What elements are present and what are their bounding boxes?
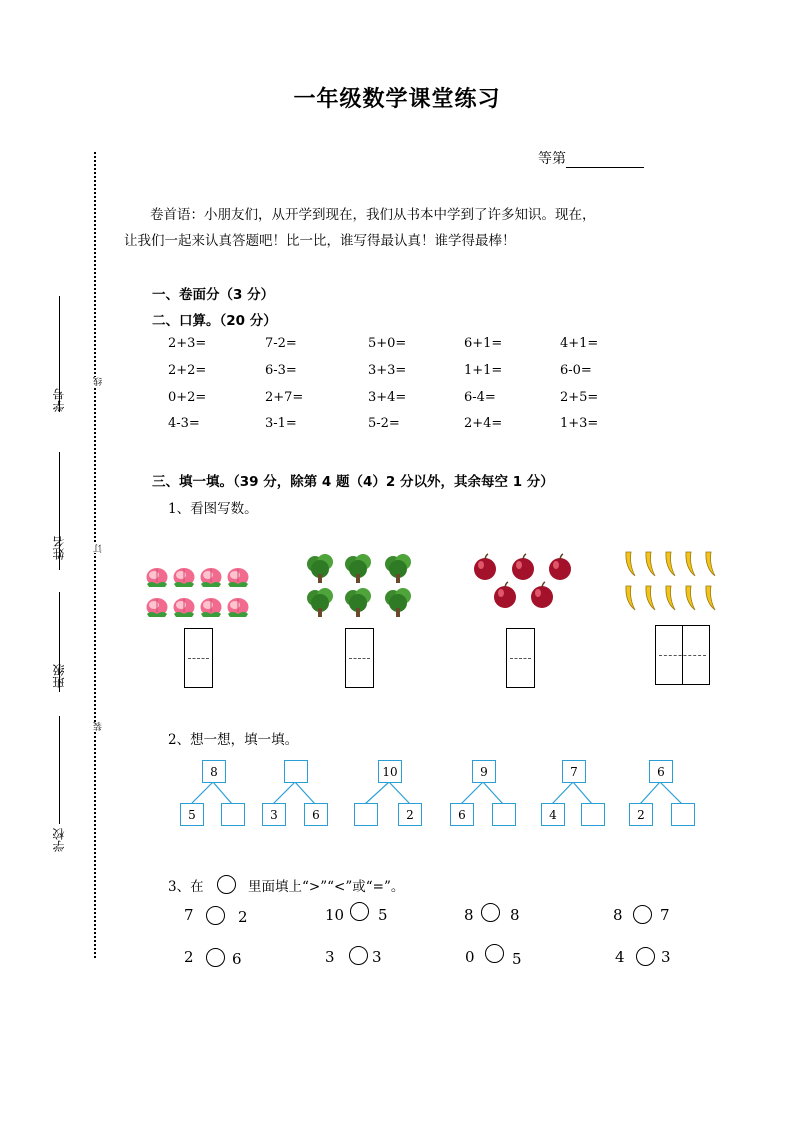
cmp2-left: 10 xyxy=(325,906,345,924)
cmp5-left: 2 xyxy=(184,948,194,966)
peach-icon xyxy=(201,598,222,617)
peach-icon xyxy=(228,568,249,587)
binding-mark-line: 线 xyxy=(94,377,104,386)
section3-heading: 三、填一填。（39 分，除第 4 题（4）2 分以外，其余每空 1 分） xyxy=(152,474,554,490)
tree2-left[interactable]: 3 xyxy=(262,803,286,826)
tree5-top[interactable]: 7 xyxy=(562,760,586,783)
banana-icon xyxy=(686,552,695,576)
calc-r0-c0: 2+3= xyxy=(168,336,207,351)
tree-icon xyxy=(345,588,371,617)
tree-icon xyxy=(385,554,411,583)
banana-icon xyxy=(646,586,655,610)
tree5-right[interactable] xyxy=(581,803,605,826)
peach-icon xyxy=(174,568,195,587)
tree1-top[interactable]: 8 xyxy=(202,760,226,783)
calc-r3-c3: 2+4= xyxy=(464,416,503,431)
tree1-left[interactable]: 5 xyxy=(180,803,204,826)
school-line xyxy=(59,716,60,824)
calc-r0-c1: 7-2= xyxy=(265,336,297,351)
cmp8-circle[interactable] xyxy=(636,947,655,966)
apple-icon xyxy=(512,554,534,580)
tree3-right[interactable]: 2 xyxy=(398,803,422,826)
cmp4-left: 8 xyxy=(613,906,623,924)
cmp2-right: 5 xyxy=(378,906,388,924)
cmp4-circle[interactable] xyxy=(633,905,652,924)
calc-r1-c4: 6-0= xyxy=(560,363,592,378)
answer-box-peaches[interactable] xyxy=(184,628,213,688)
calc-r1-c3: 1+1= xyxy=(464,363,503,378)
peach-icon xyxy=(228,598,249,617)
calc-r2-c0: 0+2= xyxy=(168,390,207,405)
section2-heading: 二、口算。（20 分） xyxy=(152,313,277,329)
calc-r0-c3: 6+1= xyxy=(464,336,503,351)
cmp3-right: 8 xyxy=(510,906,520,924)
banana-icon xyxy=(626,552,635,576)
calc-r2-c3: 6-4= xyxy=(464,390,496,405)
banana-icon xyxy=(626,586,635,610)
banana-icon xyxy=(646,552,655,576)
calc-r2-c4: 2+5= xyxy=(560,390,599,405)
question3-label-after: 里面填上“>”“<”或“=”。 xyxy=(248,879,405,895)
tree3-left[interactable] xyxy=(354,803,378,826)
calc-r3-c1: 3-1= xyxy=(265,416,297,431)
peach-icon xyxy=(174,598,195,617)
tree2-top[interactable] xyxy=(284,760,308,783)
cmp3-circle[interactable] xyxy=(481,903,500,922)
page-title: 一年级数学课堂练习 xyxy=(293,87,501,112)
grade-label: 等第 xyxy=(538,151,566,167)
intro-line1: 卷首语：小朋友们，从开学到现在，我们从书本中学到了许多知识。现在， xyxy=(150,207,596,223)
class-label: 班级 xyxy=(52,664,66,688)
answer-box-trees[interactable] xyxy=(345,628,374,688)
cmp4-right: 7 xyxy=(660,906,670,924)
intro-line2: 让我们一起来认真答题吧！比一比，谁写得最认真！谁学得最棒！ xyxy=(124,233,516,249)
tree1-right[interactable] xyxy=(221,803,245,826)
question3-label-before: 3、在 xyxy=(168,879,204,895)
calc-r2-c2: 3+4= xyxy=(368,390,407,405)
calc-r3-c4: 1+3= xyxy=(560,416,599,431)
calc-r2-c1: 2+7= xyxy=(265,390,304,405)
cmp7-right: 5 xyxy=(512,950,522,968)
banana-icon xyxy=(666,586,675,610)
cmp2-circle[interactable] xyxy=(350,902,369,921)
tree4-left[interactable]: 6 xyxy=(450,803,474,826)
tree5-left[interactable]: 4 xyxy=(541,803,565,826)
cmp5-circle[interactable] xyxy=(206,948,225,967)
tree6-left[interactable]: 2 xyxy=(629,803,653,826)
picture-row xyxy=(140,550,740,622)
question1-label: 1、看图写数。 xyxy=(168,501,258,517)
banana-icon xyxy=(706,586,715,610)
cmp6-circle[interactable] xyxy=(349,946,368,965)
section1-heading: 一、卷面分（3 分） xyxy=(152,287,275,303)
school-label: 学校 xyxy=(52,828,66,852)
calc-r3-c2: 5-2= xyxy=(368,416,400,431)
apple-icon xyxy=(474,554,496,580)
calc-r3-c0: 4-3= xyxy=(168,416,200,431)
tree2-right[interactable]: 6 xyxy=(304,803,328,826)
intro-text xyxy=(124,202,684,254)
cmp8-left: 4 xyxy=(615,948,625,966)
peach-icon xyxy=(201,568,222,587)
calc-r1-c2: 3+3= xyxy=(368,363,407,378)
apple-icon xyxy=(549,554,571,580)
cmp3-left: 8 xyxy=(464,906,474,924)
calc-r0-c4: 4+1= xyxy=(560,336,599,351)
tree-icon xyxy=(385,588,411,617)
answer-box-bananas[interactable] xyxy=(655,625,710,685)
cmp7-left: 0 xyxy=(465,948,475,966)
peach-icon xyxy=(147,568,168,587)
apple-icon xyxy=(531,582,553,608)
cmp7-circle[interactable] xyxy=(485,944,504,963)
student-id-label: 学号 xyxy=(52,388,66,412)
question2-label: 2、想一想，填一填。 xyxy=(168,732,299,748)
calc-r1-c0: 2+2= xyxy=(168,363,207,378)
calc-r1-c1: 6-3= xyxy=(265,363,297,378)
cmp8-right: 3 xyxy=(661,948,671,966)
cmp6-left: 3 xyxy=(325,948,335,966)
binding-mark-staple: 订 xyxy=(94,544,104,553)
tree6-right[interactable] xyxy=(671,803,695,826)
tree-icon xyxy=(307,588,333,617)
banana-icon xyxy=(686,586,695,610)
cmp5-right: 6 xyxy=(232,950,242,968)
tree-icon xyxy=(345,554,371,583)
cmp1-circle[interactable] xyxy=(206,906,225,925)
calc-r0-c2: 5+0= xyxy=(368,336,407,351)
binding-mark-bind: 装 xyxy=(94,722,104,731)
circle-icon xyxy=(217,875,236,894)
name-label: 姓名 xyxy=(52,536,66,560)
grade-blank[interactable] xyxy=(566,153,644,168)
binding-dotted-line xyxy=(94,152,96,958)
apple-icon xyxy=(494,582,516,608)
answer-box-apples[interactable] xyxy=(506,628,535,688)
tree4-right[interactable] xyxy=(492,803,516,826)
tree-icon xyxy=(307,554,333,583)
cmp1-left: 7 xyxy=(184,906,194,924)
banana-icon xyxy=(666,552,675,576)
cmp6-right: 3 xyxy=(372,948,382,966)
peach-icon xyxy=(147,598,168,617)
tree3-top[interactable]: 10 xyxy=(378,760,402,783)
banana-icon xyxy=(706,552,715,576)
tree6-top[interactable]: 6 xyxy=(649,760,673,783)
tree4-top[interactable]: 9 xyxy=(472,760,496,783)
grade-field[interactable] xyxy=(538,148,644,168)
cmp1-right: 2 xyxy=(238,908,248,926)
